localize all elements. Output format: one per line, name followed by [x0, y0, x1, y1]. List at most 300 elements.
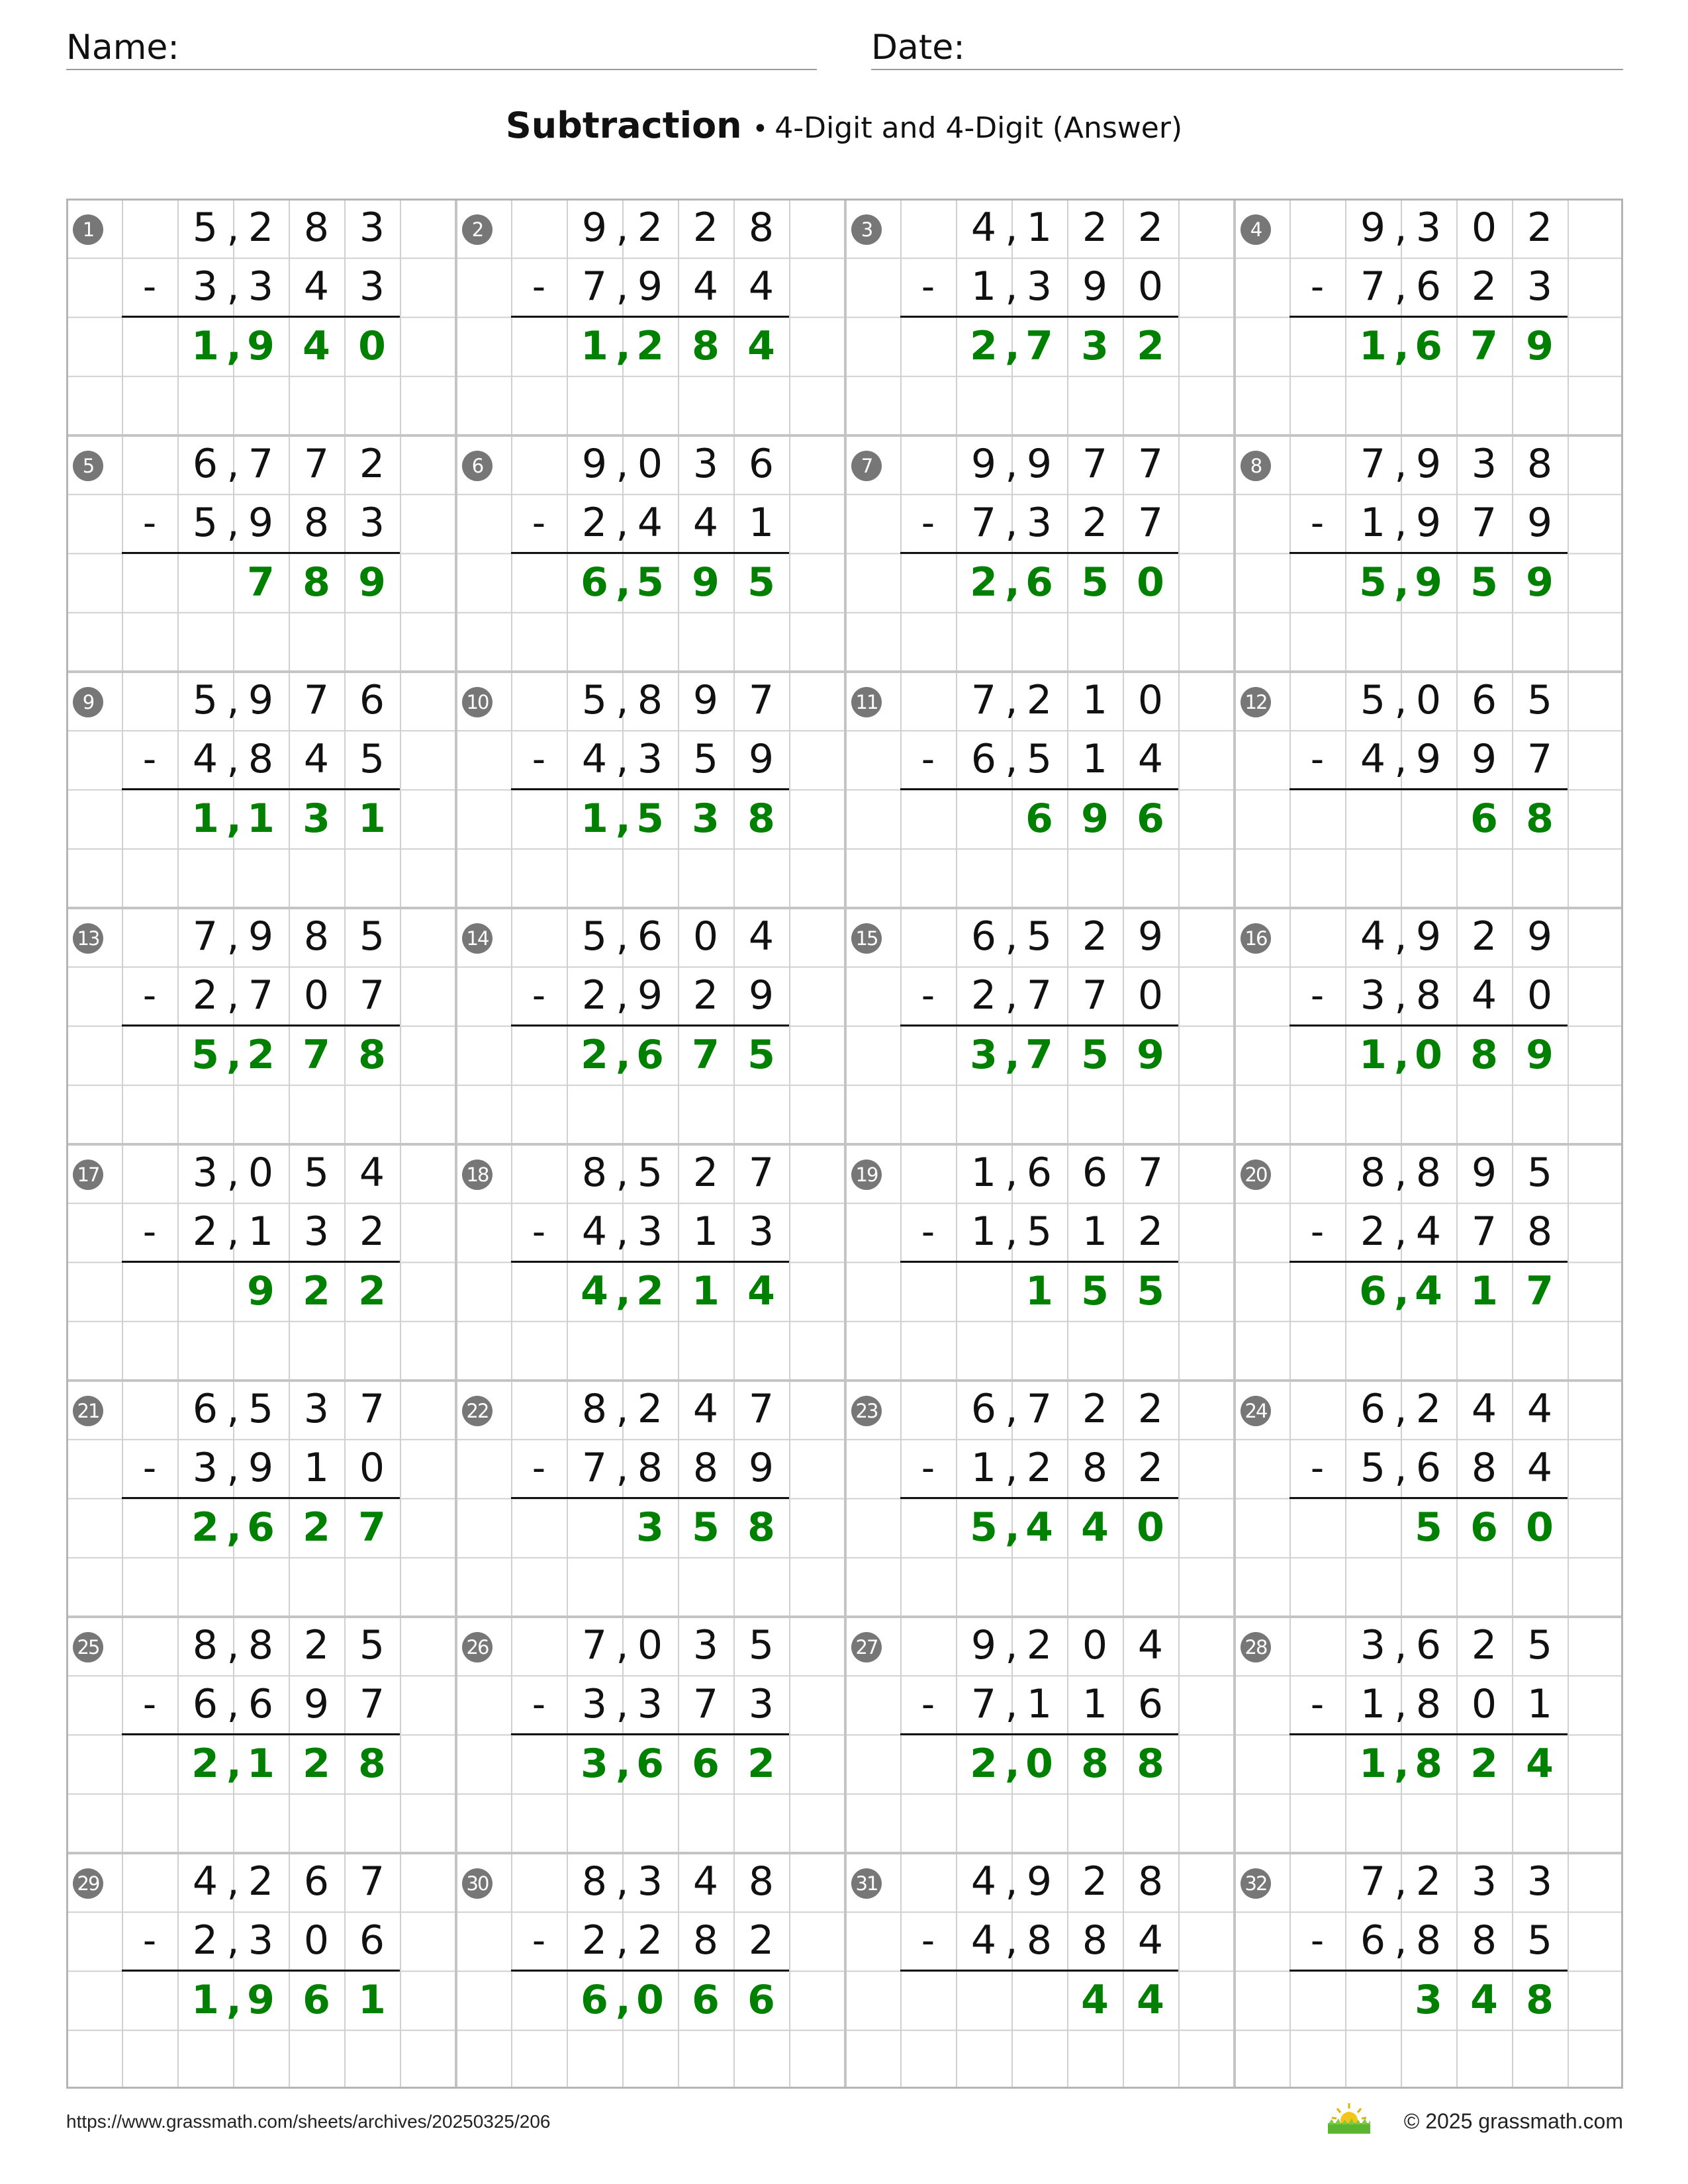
subtrahend-row [1289, 730, 1568, 789]
minuend-digit: 5 [1526, 1150, 1553, 1196]
thousands-comma: , [226, 441, 240, 487]
subtrahend-digit: 2 [970, 972, 997, 1019]
minuend-row [511, 671, 789, 730]
subtrahend-digit: 6 [1415, 1445, 1442, 1492]
minuend-digit: 2 [359, 441, 385, 487]
minuend-digit: 8 [303, 913, 330, 960]
answer-digit: 0 [636, 1976, 664, 2023]
thousands-comma: , [1394, 736, 1407, 783]
minuend-digit: 8 [748, 205, 774, 251]
subtrahend-digit: 0 [303, 1917, 330, 1964]
problem-number-badge: 12 [1241, 687, 1271, 717]
subtrahend-digit: 3 [1026, 263, 1053, 310]
thousands-comma: , [1394, 1150, 1407, 1196]
answer-line [900, 1497, 1178, 1499]
thousands-comma: , [1005, 1208, 1018, 1255]
answer-digit: 2 [191, 1504, 219, 1551]
answer-digit: 1 [1025, 1267, 1053, 1314]
subtrahend-digit: 7 [1137, 500, 1164, 547]
answer-row [900, 1735, 1178, 1794]
thousands-comma: , [226, 1150, 240, 1196]
minus-sign: - [142, 1919, 157, 1963]
minuend-digit: 0 [637, 1622, 663, 1668]
subtrahend-digit: 2 [1082, 500, 1108, 547]
subtrahend-digit: 3 [248, 1917, 274, 1964]
thousands-comma: , [226, 263, 240, 310]
minus-sign: - [142, 502, 157, 545]
thousands-comma: , [616, 322, 631, 369]
minus-sign: - [1310, 1683, 1325, 1727]
thousands-comma: , [616, 1150, 629, 1196]
minuend-digit: 5 [192, 677, 218, 723]
minuend-digit: 6 [359, 677, 385, 723]
answer-digit: 2 [970, 1740, 998, 1787]
answer-row [900, 317, 1178, 376]
minuend-row [122, 1852, 400, 1911]
answer-digit: 3 [692, 795, 720, 842]
subtrahend-digit: 7 [1471, 500, 1497, 547]
minuend-digit: 5 [359, 1622, 385, 1668]
subtrahend-digit: 8 [1471, 1445, 1497, 1492]
answer-digit: 9 [1415, 559, 1442, 606]
answer-digit: 8 [358, 1031, 386, 1078]
name-label: Name: [66, 28, 179, 68]
answer-digit: 2 [247, 1031, 275, 1078]
subtrahend-digit: 3 [192, 263, 218, 310]
answer-line [900, 1970, 1178, 1972]
answer-digit: 9 [1137, 1031, 1164, 1078]
subtrahend-digit: 3 [637, 736, 663, 783]
answer-row [511, 1262, 789, 1321]
minuend-row [1289, 671, 1568, 730]
answer-row [511, 1971, 789, 2030]
subtrahend-row [511, 1675, 789, 1734]
problem-22 [455, 1380, 845, 1616]
problem-number-badge: 19 [851, 1160, 882, 1190]
answer-row [900, 553, 1178, 612]
minuend-digit: 8 [1360, 1150, 1386, 1196]
thousands-comma: , [1005, 1622, 1018, 1668]
subtrahend-row [1289, 494, 1568, 553]
answer-digit: 9 [1526, 322, 1554, 369]
minuend-digit: 8 [637, 677, 663, 723]
answer-digit: 6 [636, 1031, 664, 1078]
thousands-comma: , [1394, 677, 1407, 723]
minuend-digit: 8 [581, 1858, 608, 1905]
subtrahend-digit: 2 [637, 1917, 663, 1964]
subtrahend-digit: 3 [192, 1445, 218, 1492]
answer-digit: 6 [1025, 795, 1053, 842]
answer-digit: 9 [247, 1267, 275, 1314]
date-label: Date: [871, 28, 965, 68]
subtrahend-row [511, 257, 789, 316]
minuend-row [900, 671, 1178, 730]
answer-row [122, 1735, 400, 1794]
answer-digit: 1 [581, 795, 608, 842]
answer-line [122, 552, 400, 554]
minuend-digit: 3 [1415, 205, 1442, 251]
answer-line [1289, 316, 1568, 318]
thousands-comma: , [616, 205, 629, 251]
answer-digit: 5 [692, 1504, 720, 1551]
subtrahend-digit: 4 [581, 1208, 608, 1255]
minuend-digit: 3 [692, 1622, 719, 1668]
minuend-digit: 2 [1137, 1386, 1164, 1432]
thousands-comma: , [616, 1208, 629, 1255]
problem-20 [1234, 1144, 1623, 1380]
thousands-comma: , [1005, 322, 1020, 369]
subtrahend-digit: 4 [1137, 736, 1164, 783]
minuend-digit: 4 [692, 1858, 719, 1905]
answer-row [900, 1026, 1178, 1085]
minuend-digit: 9 [1360, 205, 1386, 251]
thousands-comma: , [616, 1917, 629, 1964]
answer-digit: 0 [358, 322, 386, 369]
answer-digit: 4 [1137, 1976, 1164, 2023]
answer-digit: 2 [636, 1267, 664, 1314]
answer-digit: 5 [636, 795, 664, 842]
answer-line [122, 788, 400, 790]
minuend-digit: 2 [1082, 1858, 1108, 1905]
minuend-digit: 2 [1137, 205, 1164, 251]
subtrahend-digit: 8 [1526, 1208, 1553, 1255]
subtrahend-digit: 5 [1360, 1445, 1386, 1492]
subtrahend-digit: 6 [970, 736, 997, 783]
thousands-comma: , [616, 1681, 629, 1728]
answer-digit: 2 [581, 1031, 608, 1078]
thousands-comma: , [226, 322, 242, 369]
subtrahend-digit: 6 [1415, 263, 1442, 310]
minuend-digit: 9 [1471, 1150, 1497, 1196]
subtrahend-row [1289, 257, 1568, 316]
title-main: Subtraction [505, 105, 742, 146]
answer-row [1289, 1498, 1568, 1557]
thousands-comma: , [226, 205, 240, 251]
minuend-digit: 2 [1526, 205, 1553, 251]
problem-13 [66, 907, 455, 1144]
answer-digit: 2 [303, 1267, 330, 1314]
answer-digit: 5 [1415, 1504, 1442, 1551]
answer-line [1289, 1733, 1568, 1735]
answer-digit: 5 [1137, 1267, 1164, 1314]
minuend-digit: 2 [1026, 1622, 1053, 1668]
subtrahend-digit: 3 [581, 1681, 608, 1728]
subtrahend-digit: 8 [1415, 972, 1442, 1019]
subtrahend-digit: 8 [1082, 1445, 1108, 1492]
problem-21 [66, 1380, 455, 1616]
subtrahend-digit: 7 [692, 1681, 719, 1728]
answer-digit: 9 [358, 559, 386, 606]
subtrahend-digit: 7 [1026, 972, 1053, 1019]
thousands-comma: , [616, 913, 629, 960]
answer-digit: 2 [303, 1740, 330, 1787]
problem-number-badge: 22 [462, 1396, 492, 1426]
subtrahend-digit: 0 [359, 1445, 385, 1492]
answer-digit: 9 [692, 559, 720, 606]
answer-row [1289, 1262, 1568, 1321]
subtrahend-row [511, 494, 789, 553]
minuend-digit: 4 [1137, 1622, 1164, 1668]
answer-digit: 6 [747, 1976, 775, 2023]
minuend-row [511, 1852, 789, 1911]
subtrahend-digit: 3 [637, 1681, 663, 1728]
minus-sign: - [921, 974, 935, 1018]
minus-sign: - [921, 265, 935, 309]
subtrahend-digit: 7 [1082, 972, 1108, 1019]
subtrahend-row [511, 730, 789, 789]
thousands-comma: , [616, 795, 631, 842]
thousands-comma: , [1005, 972, 1018, 1019]
subtrahend-digit: 2 [1137, 1208, 1164, 1255]
answer-line [511, 1261, 789, 1263]
minuend-row [1289, 199, 1568, 257]
thousands-comma: , [1005, 1917, 1018, 1964]
answer-digit: 8 [1137, 1740, 1164, 1787]
problem-number-badge: 27 [851, 1632, 882, 1662]
subtrahend-digit: 9 [248, 1445, 274, 1492]
thousands-comma: , [226, 1740, 242, 1787]
problem-27 [845, 1616, 1234, 1852]
problem-number-badge: 24 [1241, 1396, 1271, 1426]
subtrahend-digit: 4 [1360, 736, 1386, 783]
minus-sign: - [532, 265, 546, 309]
date-field[interactable] [871, 25, 1623, 70]
minuend-digit: 3 [637, 1858, 663, 1905]
answer-digit: 0 [1137, 1504, 1164, 1551]
answer-digit: 8 [1526, 795, 1554, 842]
problem-number-badge: 30 [462, 1868, 492, 1899]
subtrahend-digit: 2 [192, 1917, 218, 1964]
answer-digit [1345, 1971, 1401, 2030]
thousands-comma: , [226, 677, 240, 723]
subtrahend-digit: 6 [248, 1681, 274, 1728]
thousands-comma: , [616, 1267, 631, 1314]
subtrahend-digit: 3 [1360, 972, 1386, 1019]
minuend-digit: 2 [637, 1386, 663, 1432]
subtrahend-row [1289, 966, 1568, 1025]
minuend-digit: 4 [970, 205, 997, 251]
minuend-digit: 8 [1137, 1858, 1164, 1905]
minuend-digit: 6 [303, 1858, 330, 1905]
minuend-digit: 4 [748, 913, 774, 960]
subtrahend-row [511, 1911, 789, 1970]
subtrahend-row [900, 494, 1178, 553]
subtrahend-digit: 9 [303, 1681, 330, 1728]
minuend-digit: 4 [192, 1858, 218, 1905]
thousands-comma: , [1394, 1858, 1407, 1905]
answer-digit: 5 [1081, 1267, 1109, 1314]
minuend-digit: 6 [1415, 1622, 1442, 1668]
subtrahend-digit: 2 [1026, 1445, 1053, 1492]
answer-row [900, 1971, 1178, 2030]
minuend-digit: 2 [248, 205, 274, 251]
minuend-digit: 7 [359, 1386, 385, 1432]
subtrahend-digit: 2 [1137, 1445, 1164, 1492]
minuend-digit: 4 [692, 1386, 719, 1432]
problem-number-badge: 4 [1241, 214, 1271, 245]
subtrahend-row [1289, 1203, 1568, 1261]
problem-17 [66, 1144, 455, 1380]
minuend-digit: 5 [581, 677, 608, 723]
answer-digit: 5 [1081, 559, 1109, 606]
thousands-comma: , [1005, 1031, 1020, 1078]
subtrahend-digit: 1 [1082, 736, 1108, 783]
minuend-row [1289, 907, 1568, 966]
subtrahend-digit: 4 [692, 263, 719, 310]
answer-line [511, 1970, 789, 1972]
answer-digit: 1 [692, 1267, 720, 1314]
answer-line [511, 1497, 789, 1499]
problem-number-badge: 5 [73, 451, 103, 481]
minuend-digit: 0 [1415, 677, 1442, 723]
problem-24 [1234, 1380, 1623, 1616]
title-subtitle: 4-Digit and 4-Digit (Answer) [774, 111, 1183, 145]
subtrahend-digit: 5 [359, 736, 385, 783]
minuend-digit: 3 [192, 1150, 218, 1196]
answer-digit [956, 1971, 1011, 2030]
answer-line [1289, 788, 1568, 790]
answer-digit: 2 [1470, 1740, 1498, 1787]
minuend-digit: 5 [637, 1150, 663, 1196]
minuend-digit: 3 [359, 205, 385, 251]
minus-sign: - [532, 1683, 546, 1727]
minuend-digit: 3 [1526, 1858, 1553, 1905]
subtrahend-digit: 3 [1026, 500, 1053, 547]
answer-digit: 1 [1359, 1031, 1387, 1078]
minuend-digit: 2 [1026, 677, 1053, 723]
subtrahend-digit: 2 [581, 500, 608, 547]
thousands-comma: , [1394, 972, 1407, 1019]
subtrahend-digit: 2 [748, 1917, 774, 1964]
minus-sign: - [142, 1683, 157, 1727]
thousands-comma: , [1005, 913, 1018, 960]
minus-sign: - [532, 1447, 546, 1490]
thousands-comma: , [1005, 1445, 1018, 1492]
subtrahend-digit: 0 [1471, 1681, 1497, 1728]
problem-number-badge: 20 [1241, 1160, 1271, 1190]
minuend-digit: 9 [1137, 913, 1164, 960]
problem-number-badge: 16 [1241, 923, 1271, 954]
answer-row [1289, 790, 1568, 848]
thousands-comma: , [1394, 205, 1407, 251]
minuend-digit: 0 [637, 441, 663, 487]
subtrahend-digit: 2 [1360, 1208, 1386, 1255]
thousands-comma: , [1005, 1386, 1018, 1432]
answer-digit: 6 [1470, 795, 1498, 842]
minuend-digit: 7 [1082, 441, 1108, 487]
answer-line [122, 1261, 400, 1263]
subtrahend-digit: 1 [1082, 1208, 1108, 1255]
subtrahend-digit: 7 [581, 263, 608, 310]
answer-row [122, 1971, 400, 2030]
minuend-digit: 4 [970, 1858, 997, 1905]
subtrahend-digit: 1 [1360, 1681, 1386, 1728]
subtrahend-row [1289, 1439, 1568, 1498]
minus-sign: - [532, 1919, 546, 1963]
subtrahend-digit: 4 [1471, 972, 1497, 1019]
answer-row [1289, 1971, 1568, 2030]
minuend-digit: 6 [1360, 1386, 1386, 1432]
answer-line [900, 788, 1178, 790]
subtrahend-digit: 5 [1026, 736, 1053, 783]
minuend-digit: 5 [1526, 677, 1553, 723]
minuend-digit: 9 [1415, 441, 1442, 487]
problem-32 [1234, 1852, 1623, 2089]
minuend-digit: 5 [1026, 913, 1053, 960]
minuend-digit: 6 [1082, 1150, 1108, 1196]
answer-digit: 8 [1081, 1740, 1109, 1787]
answer-row [122, 790, 400, 848]
answer-line [511, 316, 789, 318]
answer-digit: 6 [636, 1740, 664, 1787]
minuend-digit: 7 [1026, 1386, 1053, 1432]
answer-digit: 2 [970, 559, 998, 606]
answer-digit: 2 [303, 1504, 330, 1551]
minuend-digit: 7 [248, 441, 274, 487]
answer-digit: 7 [1526, 1267, 1554, 1314]
answer-row [122, 553, 400, 612]
subtrahend-digit: 3 [748, 1208, 774, 1255]
minuend-digit: 7 [192, 913, 218, 960]
subtrahend-digit: 2 [692, 972, 719, 1019]
answer-line [511, 788, 789, 790]
answer-digit: 1 [191, 795, 219, 842]
subtrahend-digit: 3 [748, 1681, 774, 1728]
thousands-comma: , [1005, 500, 1018, 547]
answer-digit: 0 [1526, 1504, 1554, 1551]
problem-number-badge: 14 [462, 923, 492, 954]
minus-sign: - [532, 974, 546, 1018]
sun-over-grass-icon [1327, 2102, 1372, 2135]
problem-3 [845, 199, 1234, 435]
minuend-digit: 2 [1415, 1858, 1442, 1905]
answer-digit: 9 [247, 322, 275, 369]
problem-9 [66, 671, 455, 907]
minus-sign: - [1310, 265, 1325, 309]
minuend-digit: 2 [637, 205, 663, 251]
minuend-row [511, 435, 789, 494]
subtrahend-digit: 3 [303, 1208, 330, 1255]
subtrahend-row [900, 1911, 1178, 1970]
thousands-comma: , [616, 972, 629, 1019]
minuend-digit: 3 [303, 1386, 330, 1432]
problem-7 [845, 435, 1234, 671]
minuend-digit: 0 [1137, 677, 1164, 723]
answer-digit: 8 [747, 1504, 775, 1551]
problem-number-badge: 2 [462, 214, 492, 245]
minuend-digit: 7 [1360, 441, 1386, 487]
problem-number-badge: 3 [851, 214, 882, 245]
name-field[interactable] [66, 25, 817, 70]
answer-digit: 2 [191, 1740, 219, 1787]
minuend-digit: 9 [581, 205, 608, 251]
minuend-digit: 2 [248, 1858, 274, 1905]
minus-sign: - [532, 738, 546, 782]
subtrahend-digit: 9 [748, 1445, 774, 1492]
problem-number-badge: 10 [462, 687, 492, 717]
minuend-digit: 9 [692, 677, 719, 723]
minuend-digit: 7 [970, 677, 997, 723]
minuend-digit: 6 [970, 1386, 997, 1432]
subtrahend-digit: 2 [192, 1208, 218, 1255]
thousands-comma: , [616, 263, 629, 310]
problem-grid [66, 199, 1623, 2089]
answer-digit: 8 [358, 1740, 386, 1787]
answer-row [122, 317, 400, 376]
minuend-digit: 7 [581, 1622, 608, 1668]
answer-digit: 6 [1415, 322, 1442, 369]
minuend-digit: 2 [1082, 205, 1108, 251]
